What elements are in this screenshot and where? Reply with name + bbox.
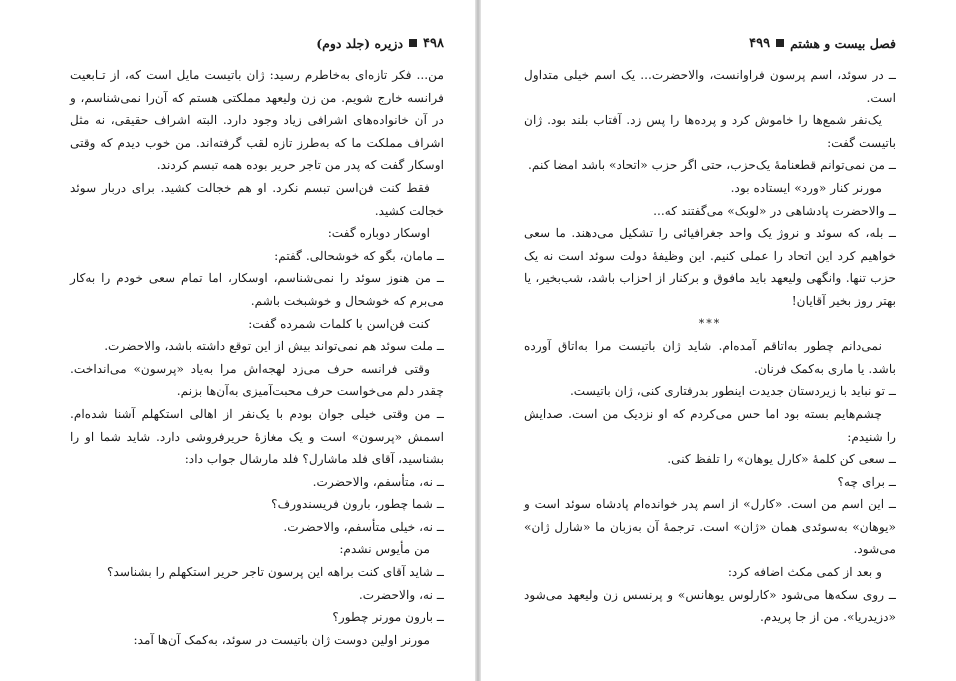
paragraph: ــ روی سکه‌ها می‌شود «کارلوس یوهانس» و پرنسس زن ولیعهد می‌شود «دزیدریا». من از جا پریدم.	[524, 587, 896, 625]
paragraph: ــ بله، که سوئد و نروژ یک واحد جغرافیائی را تشکیل می‌دهند. ما سعی خواهیم کرد این اتحاد را عملی کنیم. این وظیفهٔ دولت سوئد است نه یک حزب تنها. وانگهی ولیعهد باید مافوق و برکنار از احزاب باشد، شب‌بخیر، یا بهتر روز بخیر آقایان!	[524, 226, 896, 308]
paragraph: ــ سعی کن کلمهٔ «کارل یوهان» را تلفظ کنی.	[667, 452, 896, 467]
paragraph: ــ برای چه؟	[837, 474, 896, 489]
paragraph: چشم‌هایم بسته بود اما حس می‌کردم که او نزدیک من است. صدایش را شنیدم:	[524, 406, 896, 444]
page-number: ۴۹۹	[749, 35, 771, 51]
paragraph: و بعد از کمی مکث اضافه کرد:	[727, 565, 882, 580]
chapter-title: فصل بیست و هشتم	[790, 35, 896, 51]
paragraph: فقط کنت فن‌اسن تبسم نکرد. او هم خجالت کشید. برای دربار سوئد خجالت کشید.	[70, 180, 444, 218]
paragraph: ــ این اسم من است. «کارل» از اسم پدر خوانده‌ام پادشاه سوئد است و «یوهان» به‌سوئدی همان «ژان» است. ترجمهٔ آن به‌زبان ما «شارل ژان» می‌شود.	[524, 497, 896, 557]
book-title: دزیره (جلد دوم)	[316, 35, 404, 51]
paragraph: ــ شاید آقای کنت براهه این پرسون تاجر حریر استکهلم را بشناسد؟	[107, 565, 444, 580]
square-bullet-icon	[409, 39, 417, 47]
paragraph: ــ نه، والاحضرت.	[358, 587, 444, 602]
paragraph: ــ بارون مورنر چطور؟	[332, 610, 444, 625]
left-page-header	[70, 34, 444, 52]
paragraph: ــ نه، متأسفم، والاحضرت.	[312, 474, 444, 489]
paragraph: وقتی فرانسه حرف می‌زد لهجه‌اش مرا به‌یاد «پرسون» می‌انداخت. چقدر دلم می‌خواست حرف محبت‌آمیزی به‌آن‌ها بزنم.	[70, 361, 444, 399]
paragraph: یک‌نفر شمع‌ها را خاموش کرد و پرده‌ها را پس زد. آفتاب بلند بود. ژان باتیست گفت:	[524, 113, 896, 150]
paragraph: ــ تو نباید با زیردستان جدیدت اینطور بدرفتاری کنی، ژان باتیست.	[569, 384, 896, 399]
paragraph: ــ نه، خیلی متأسفم، والاحضرت.	[283, 519, 444, 534]
paragraph: ــ من نمی‌توانم قطعنامهٔ یک‌حزب، حتی اگر حزب «اتحاد» باشد امضا کنم.	[528, 158, 896, 173]
right-page-header	[524, 34, 896, 52]
paragraph: ــ من وقتی خیلی جوان بودم با یک‌نفر از اهالی استکهلم آشنا شده‌ام. اسمش «پرسون» است و یک مغازهٔ حریرفروشی دارد. شاید شما او را بشناسید، آقای فلد ماشارل؟ فلد مارشال جواب داد:	[70, 406, 444, 467]
square-bullet-icon	[776, 39, 784, 47]
paragraph: ــ ملت سوئد هم نمی‌تواند بیش از این توقع داشته باشد، والاحضرت.	[104, 339, 444, 354]
paragraph: مورنر اولین دوست ژان باتیست در سوئد، به‌کمک آن‌ها آمد:	[133, 632, 430, 647]
paragraph: نمی‌دانم چطور به‌اتاقم آمده‌ام. شاید ژان باتیست مرا به‌اتاق آورده باشد. یا ماری به‌کمک فرنان.	[524, 339, 896, 376]
right-page	[478, 0, 956, 681]
paragraph: ــ والاحضرت پادشاهی در «لوبک» می‌گفتند که...	[653, 203, 896, 218]
paragraph: ــ شما چطور، بارون فریسندورف؟	[271, 497, 444, 512]
left-page-text	[70, 64, 444, 651]
page-number: ۴۹۸	[423, 35, 444, 51]
paragraph: اوسکار دوباره گفت:	[327, 226, 430, 241]
paragraph: مورنر کنار «ورد» ایستاده بود.	[730, 180, 882, 195]
right-page-text	[524, 64, 896, 629]
paragraph: کنت فن‌اسن با کلمات شمرده گفت:	[248, 316, 430, 331]
paragraph: ــ مامان، بگو که خوشحالی. گفتم:	[274, 248, 444, 263]
paragraph: ــ در سوئد، اسم پرسون فراوانست، والاحضرت... یک اسم خیلی متداول است.	[524, 68, 896, 105]
paragraph: من... فکر تازه‌ای به‌خاطرم رسید: ژان باتیست مایل است که، از تـابعیت فرانسه خارج شویم. من زن ولیعهد مملکتی هستم که آن‌را نمی‌شناسم، و در آن خانواده‌های اشرافی زیاد وجود دارد. البته اشراف حقیقی، نه مثل اشراف مملکت ما که به‌طرز تازه لقب گرفته‌اند. من خوب دیدم که وقتی اوسکار گفت که پدر من تاجر حریر بوده همه تبسم کردند.	[70, 68, 444, 173]
paragraph: ــ من هنوز سوئد را نمی‌شناسم، اوسکار، اما تمام سعی خودم را به‌کار می‌برم که خوشحال و خوشبخت باشم.	[70, 271, 444, 308]
section-separator: ***	[698, 316, 722, 330]
paragraph: من مأیوس نشدم:	[339, 542, 430, 557]
